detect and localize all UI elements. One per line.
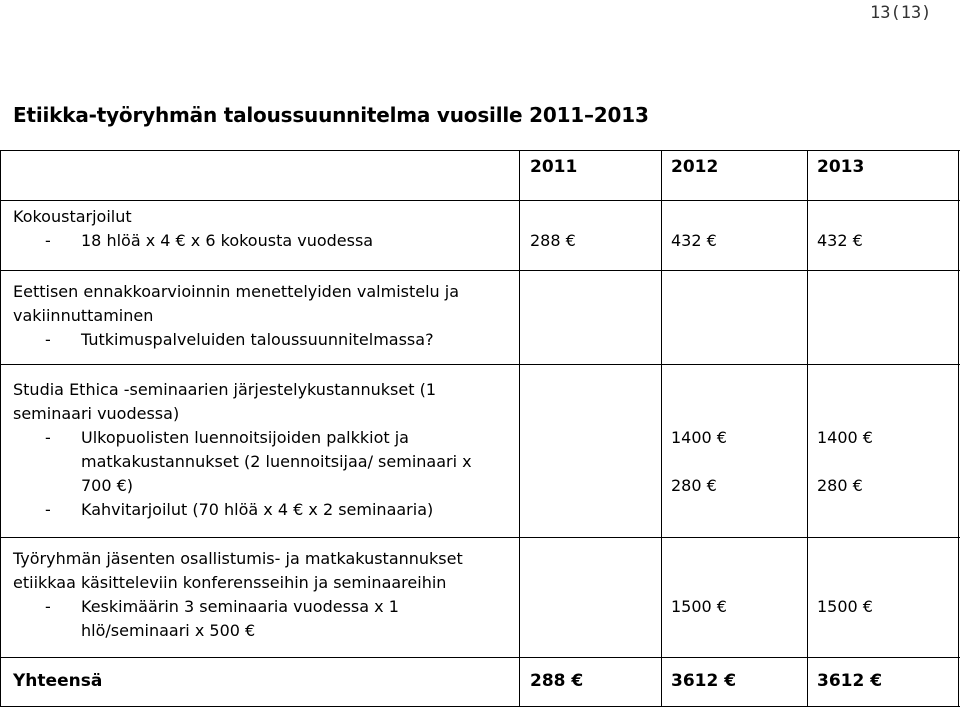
header-2011: 2011 [530,157,578,177]
row-heading: Työryhmän jäsenten osallistumis- ja matkakustannukset [13,549,463,568]
value-2013: 432 € [817,231,863,250]
list-item: hlö/seminaari x 500 € [81,621,256,640]
col-divider [519,150,520,707]
row-heading: Kokoustarjoilut [13,207,132,226]
row-divider [0,200,960,201]
col-divider [958,150,959,707]
table-border-bottom [0,706,960,707]
value-2012: 1400 € [671,428,727,447]
bullet-dash: - [45,231,51,250]
row-heading: vakiinnuttaminen [13,306,154,325]
bullet-dash: - [45,330,51,349]
row-divider [0,657,960,658]
page-number: 13(13) [870,3,932,23]
row-heading: Eettisen ennakkoarvioinnin menettelyiden valmistelu ja [13,282,460,301]
value-2013: 280 € [817,476,863,495]
header-2012: 2012 [671,157,719,177]
bullet-dash: - [45,428,51,447]
col-divider [0,150,1,707]
row-heading: seminaari vuodessa) [13,404,180,423]
row-heading: Studia Ethica -seminaarien järjestelykustannukset (1 [13,380,437,399]
list-item: Keskimäärin 3 seminaaria vuodessa x 1 [81,597,399,616]
header-2013: 2013 [817,157,865,177]
value-2012: 280 € [671,476,717,495]
list-item: 700 €) [81,476,134,495]
budget-table [0,150,960,720]
page-title: Etiikka-työryhmän taloussuunnitelma vuosille 2011–2013 [13,103,649,127]
value-2013: 1400 € [817,428,873,447]
value-2012: 432 € [671,231,717,250]
row-heading: etiikkaa käsitteleviin konferensseihin ja seminaareihin [13,573,447,592]
value-2012: 1500 € [671,597,727,616]
bullet-dash: - [45,500,51,519]
total-2013: 3612 € [817,671,883,691]
bullet-dash: - [45,597,51,616]
total-label: Yhteensä [13,671,103,691]
total-2011: 288 € [530,671,584,691]
total-2012: 3612 € [671,671,737,691]
value-2011: 288 € [530,231,576,250]
list-item: Kahvitarjoilut (70 hlöä x 4 € x 2 seminaaria) [81,500,434,519]
list-item: Ulkopuolisten luennoitsijoiden palkkiot ja [81,428,409,447]
col-divider [661,150,662,707]
col-divider [807,150,808,707]
value-2013: 1500 € [817,597,873,616]
list-item: 18 hlöä x 4 € x 6 kokousta vuodessa [81,231,374,250]
table-border-top [0,150,960,151]
list-item: matkakustannukset (2 luennoitsijaa/ seminaari x [81,452,472,471]
list-item: Tutkimuspalveluiden taloussuunnitelmassa? [81,330,434,349]
row-divider [0,270,960,271]
row-divider [0,364,960,365]
row-divider [0,537,960,538]
